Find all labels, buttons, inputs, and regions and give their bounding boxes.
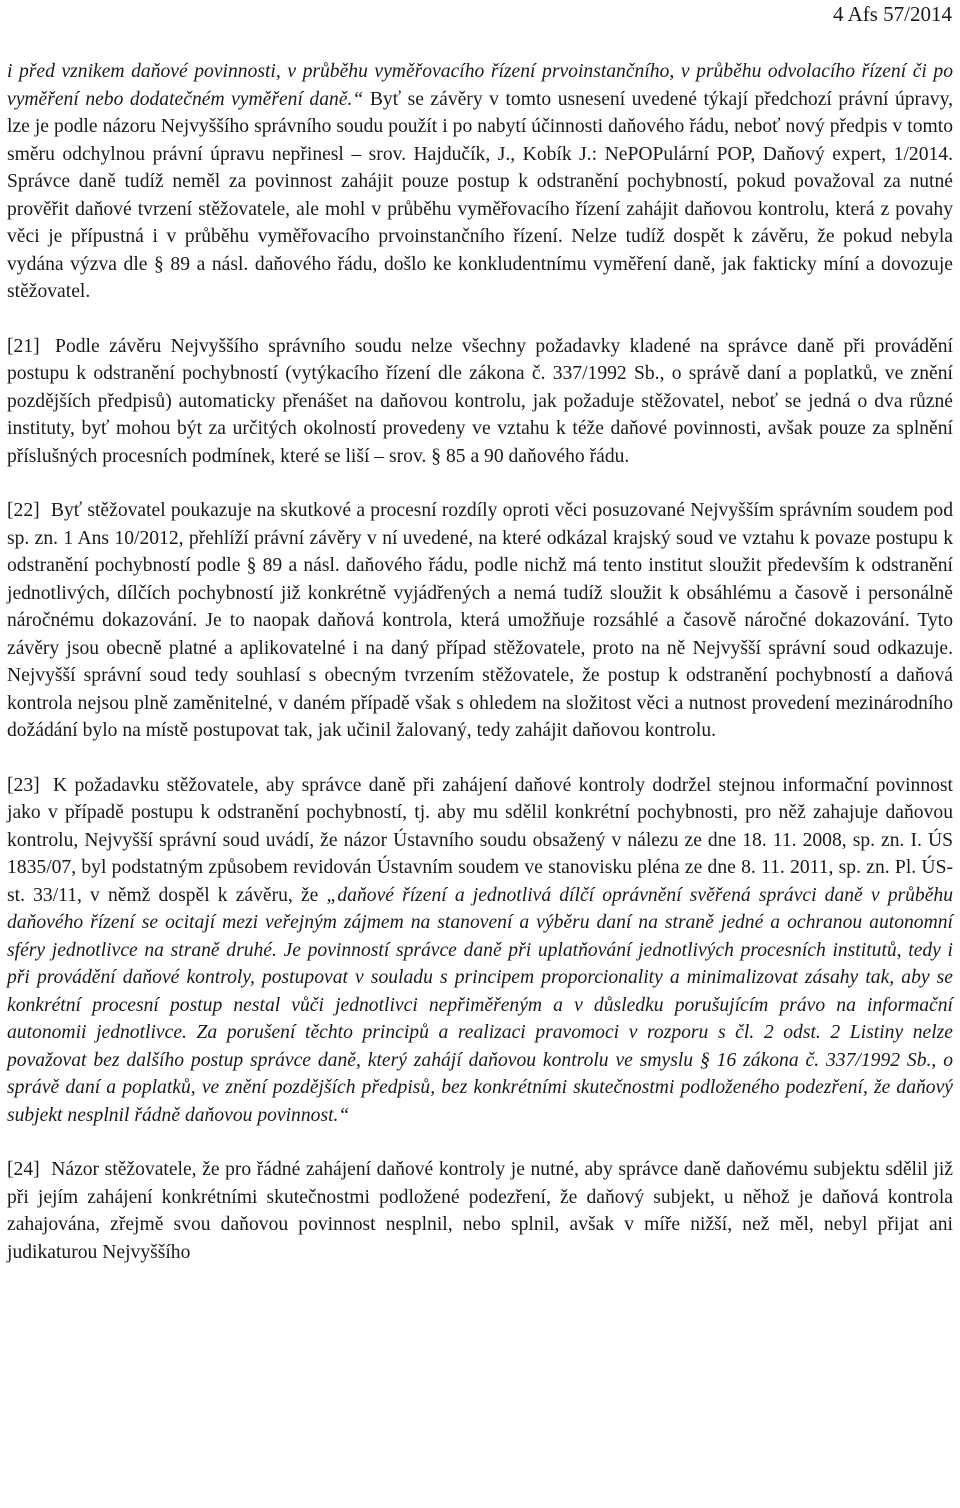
paragraph-text: Názor stěžovatele, že pro řádné zahájení daňové kontroly je nutné, aby správce daně daňovému subjektu sdělil již při jejím zahájení konkrétními skutečnostmi podložené podezření, že daňový subjekt, u něhož je daňová kontrola zahajována, zřejmě svou daňovou povinnost nesplnil, nebo splnil, avšak v míře nižší, než měl, nebyl přijat ani judikaturou Nejvyššího [7,1159,953,1263]
paragraph-continuation [7,58,953,306]
quoted-text: i před vznikem daňové povinnosti, v průběhu vyměřovacího řízení prvoinstančního, v průběhu odvolacího řízení či po vyměření nebo dodatečném vyměření daně.“ [7,61,953,110]
paragraph-text: Byť se závěry v tomto usnesení uvedené týkají předchozí právní úpravy, lze je podle názoru Nejvyššího správního soudu použít i po nabytí účinnosti daňového řádu, neboť nový předpis v tomto směru odchylnou právní úpravu nepřinesl – srov. Hajdučík, J., Kobík J.: NePOPulární POP, Daňový expert, 1/2014. Správce daně tudíž neměl za povinnost zahájit pouze postup k odstranění pochybností, pokud považoval za nutné prověřit daňové tvrzení stěžovatele, ale mohl v průběhu vyměřovacího řízení zahájit daňovou kontrolu, která z povahy věci je přípustná i v průběhu vyměřovacího prvoinstančního řízení. Nelze tudíž dospět k závěru, že pokud nebyla vydána výzva dle § 89 a násl. daňového řádu, došlo ke konkludentnímu vyměření daně, jak fakticky míní a dovozuje stěžovatel. [7,88,953,302]
paragraph-number: [21] [7,335,40,357]
paragraph-22 [7,497,953,745]
document-body [7,58,953,1293]
paragraph-text: K požadavku stěžovatele, aby správce daně při zahájení daňové kontroly dodržel stejnou informační povinnost jako v případě postupu k odstranění pochybností, tj. aby mu sdělil konkrétní pochybnosti, pro něž zahajuje daňovou kontrolu, Nejvyšší správní soud uvádí, že názor Ústavního soudu obsažený v nálezu ze dne 18. 11. 2008, sp. zn. I. ÚS 1835/07, byl podstatným způsobem revidován Ústavním soudem ve stanovisku pléna ze dne 8. 11. 2011, sp. zn. Pl. ÚS-st. 33/11, v němž dospěl k závěru, že [7,774,953,906]
paragraph-text: Podle závěru Nejvyššího správního soudu nelze všechny požadavky kladené na správce daně při provádění postupu k odstranění pochybností (vytýkacího řízení dle zákona č. 337/1992 Sb., o správě daní a poplatků, ve znění pozdějších předpisů) automaticky přenášet na daňovou kontrolu, jak požaduje stěžovatel, neboť se jedná o dva různé instituty, byť mohou být za určitých okolností provedeny ve vztahu k téže daňové povinnosti, avšak pouze za splnění příslušných procesních podmínek, které se liší – srov. § 85 a 90 daňového řádu. [7,335,953,467]
paragraph-text: Byť stěžovatel poukazuje na skutkové a procesní rozdíly oproti věci posuzované Nejvyšším správním soudem pod sp. zn. 1 Ans 10/2012, přehlíží právní závěry v ní uvedené, na které odkázal krajský soud ve vztahu k povaze postupu k odstranění pochybností podle § 89 a násl. daňového řádu, podle nichž má tento institut sloužit především k odstranění jednotlivých, dílčích pochybností již konkrétně vyjádřených a nemá tudíž sloužit k obsáhlému a časově i personálně náročnému dokazování. Je to naopak daňová kontrola, která umožňuje rozsáhlé a časově náročné dokazování. Tyto závěry jsou obecně platné a aplikovatelné i na daný případ stěžovatele, proto na ně Nejvyšší správní soud odkazuje. Nejvyšší správní soud tedy souhlasí s obecným tvrzením stěžovatele, že postup k odstranění pochybností a daňová kontrola nejsou plně zaměnitelné, v daném případě však s ohledem na složitost věci a nutnost provedení mezinárodního dožádání bylo na místě postupovat tak, jak učinil žalovaný, tedy zahájit daňovou kontrolu. [7,500,953,741]
page-header-reference: 4 Afs 57/2014 [832,2,952,26]
paragraph-23 [7,772,953,1130]
paragraph-number: [22] [7,500,40,521]
paragraph-number: [23] [7,774,40,796]
paragraph-21 [7,333,953,471]
paragraph-number: [24] [7,1159,40,1180]
paragraph-24 [7,1156,953,1266]
quoted-text: „daňové řízení a jednotlivá dílčí oprávnění svěřená správci daně v průběhu daňového řízení se ocitají mezi veřejným zájmem na stanovení a výběru daní na straně jedné a ochranou autonomní sféry jednotlivce na straně druhé. Je povinností správce daně při uplatňování jednotlivých procesních institutů, tedy i při provádění daňové kontroly, postupovat v souladu s principem proporcionality a minimalizovat zásahy tak, aby se konkrétní procesní postup nestal vůči jednotlivci nepřiměřeným a v důsledku porušujícím právo na informační autonomii jednotlivce. Za porušení těchto principů a realizaci pravomoci v rozporu s čl. 2 odst. 2 Listiny nelze považovat bez dalšího postup správce daně, který zahájí daňovou kontrolu ve smyslu § 16 zákona č. 337/1992 Sb., o správě daní a poplatků, ve znění pozdějších předpisů, bez konkrétními skutečnostmi podloženého podezření, že daňový subjekt nesplnil řádně daňovou povinnost.“ [7,884,953,1126]
